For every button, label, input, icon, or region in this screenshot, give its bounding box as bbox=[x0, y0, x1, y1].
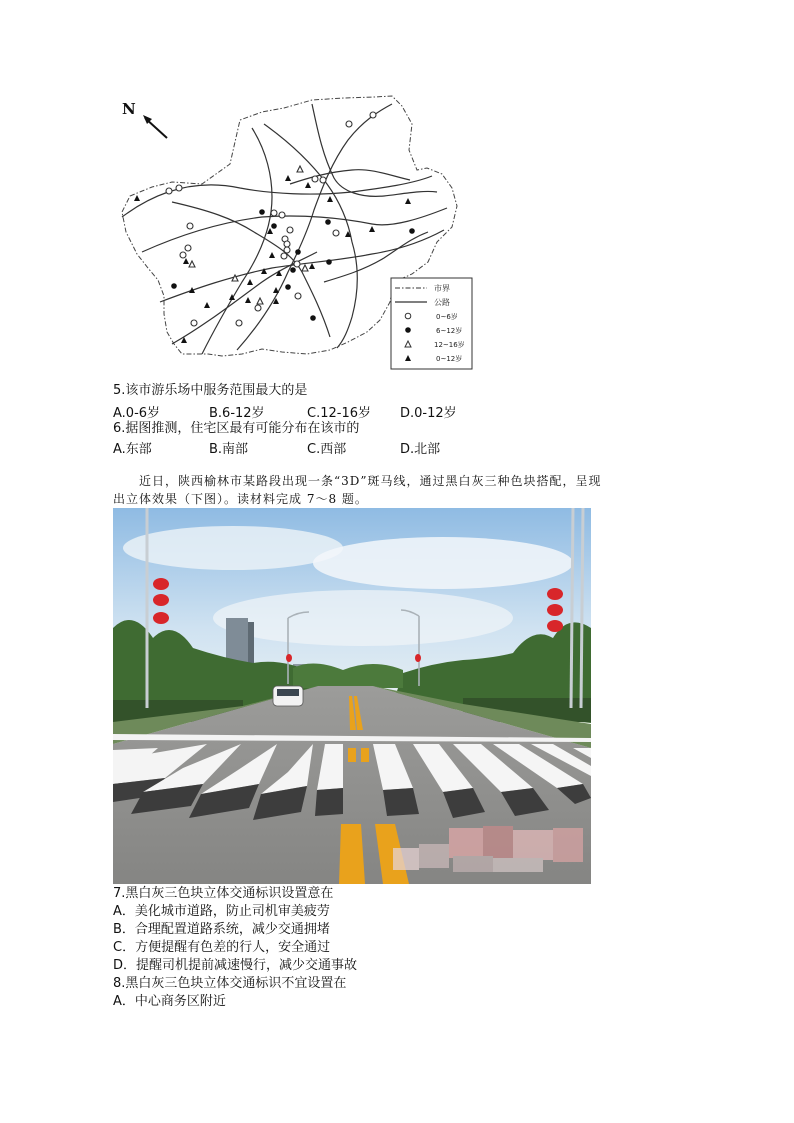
legend-label: 0~6岁 bbox=[436, 313, 458, 321]
question-6-options bbox=[113, 438, 513, 456]
hollow-circle-icon bbox=[405, 313, 411, 319]
option-c: C.西部 bbox=[307, 442, 347, 457]
legend-label: 0~12岁 bbox=[436, 355, 463, 363]
option-c: C.12-16岁 bbox=[307, 406, 371, 421]
material-intro-line-1: 近日，陕西榆林市某路段出现一条“3D”斑马线，通过黑白灰三种色块搭配，呈现 bbox=[139, 474, 602, 488]
legend-label: 6~12岁 bbox=[436, 327, 463, 335]
map-legend bbox=[391, 278, 472, 369]
option-a: A．中心商务区附近 bbox=[113, 994, 226, 1009]
option-b: B．合理配置道路系统，减少交通拥堵 bbox=[113, 922, 330, 937]
crosswalk-photo bbox=[113, 508, 591, 884]
north-label: N bbox=[122, 100, 136, 118]
north-arrow-icon bbox=[143, 115, 167, 138]
option-b: B.南部 bbox=[209, 442, 249, 457]
legend-label: 12~16岁 bbox=[434, 341, 465, 349]
option-c: C．方便提醒有色差的行人，安全通过 bbox=[113, 940, 331, 955]
option-a: A.东部 bbox=[113, 442, 152, 457]
filled-circle-icon bbox=[405, 327, 411, 333]
option-a: A．美化城市道路，防止司机审美疲劳 bbox=[113, 904, 330, 919]
option-a: A.0-6岁 bbox=[113, 406, 161, 421]
option-d: D.0-12岁 bbox=[400, 406, 457, 421]
legend-label: 公路 bbox=[434, 298, 450, 307]
question-5-options bbox=[113, 402, 513, 420]
material-intro-line-2: 出立体效果（下图）。读材料完成 7～8 题。 bbox=[113, 492, 368, 506]
city-playground-map bbox=[112, 92, 480, 374]
question-8-stem: 8.黑白灰三色块立体交通标识不宜设置在 bbox=[113, 976, 347, 991]
question-6-stem: 6.据图推测，住宅区最有可能分布在该市的 bbox=[113, 421, 360, 436]
question-7-stem: 7.黑白灰三色块立体交通标识设置意在 bbox=[113, 886, 334, 901]
legend-label: 市界 bbox=[434, 284, 450, 293]
question-5-stem: 5.该市游乐场中服务范围最大的是 bbox=[113, 383, 308, 398]
option-d: D.北部 bbox=[400, 442, 441, 457]
option-d: D．提醒司机提前减速慢行，减少交通事故 bbox=[113, 958, 358, 973]
option-b: B.6-12岁 bbox=[209, 406, 265, 421]
